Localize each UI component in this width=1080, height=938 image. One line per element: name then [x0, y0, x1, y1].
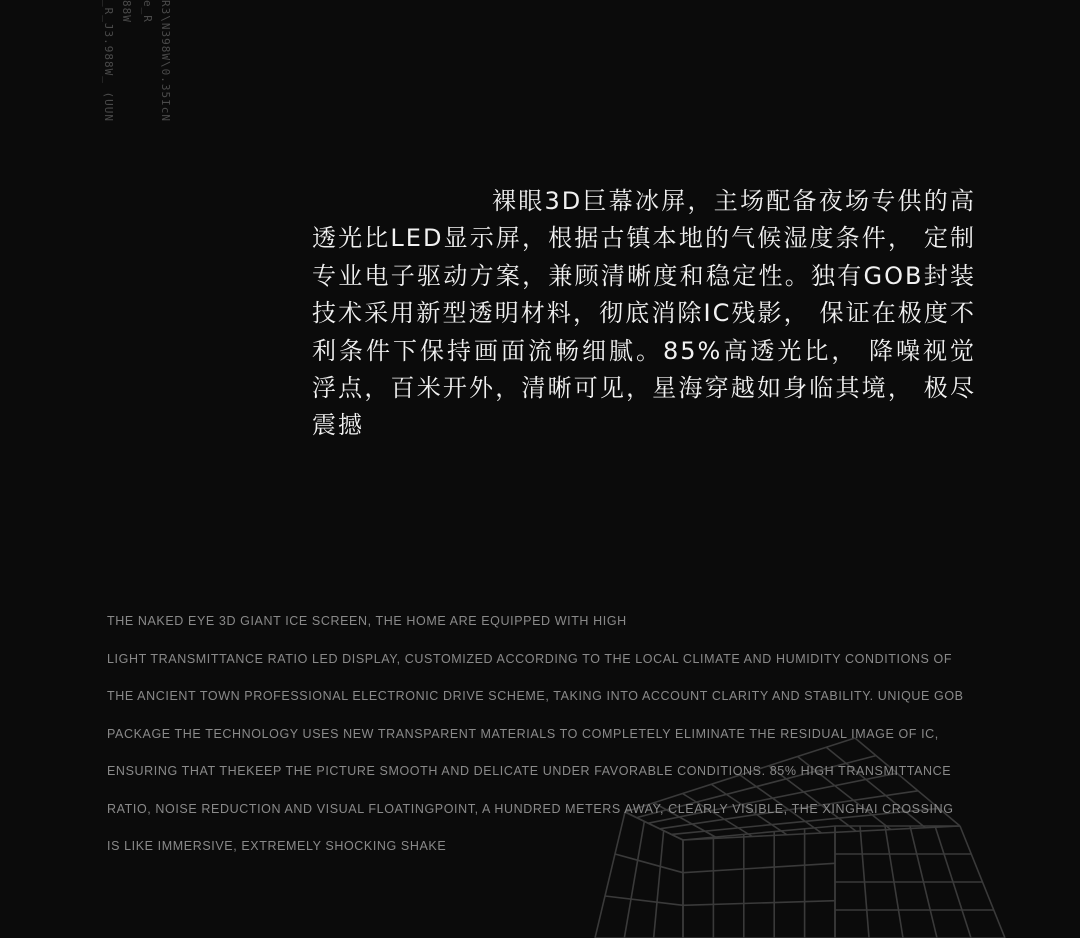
- english-line: PACKAGE THE TECHNOLOGY USES NEW TRANSPARENT MATERIALS TO COMPLETELY ELIMINATE THE RESIDUAL IMAGE OF IC,: [107, 726, 939, 741]
- english-line: THE ANCIENT TOWN PROFESSIONAL ELECTRONIC DRIVE SCHEME, TAKING INTO ACCOUNT CLARITY AND STABILITY. UNIQUE GOB: [107, 689, 964, 703]
- english-description: [107, 603, 1007, 866]
- english-line: LIGHT TRANSMITTANCE RATIO LED DISPLAY, CUSTOMIZED ACCORDING TO THE LOCAL CLIMATE AND HUMIDITY CONDITIONS OF: [107, 651, 953, 666]
- decorative-code-column: _R_J3.988W_ (UUN: [102, 0, 115, 122]
- chinese-description: 裸眼3D巨幕冰屏，主场配备夜场专供的高透光比LED显示屏，根据古镇本地的气候湿度条件， 定制专业电子驱动方案，兼顾清晰度和稳定性。独有GOB封装技术采用新型透明材料，彻底消除IC残影， 保证在极度不利条件下保持画面流畅细腻。85%高透光比， 降噪视觉浮点，百米开外，清晰可见，星海穿越如身临其境， 极尽震撼: [312, 187, 976, 440]
- decorative-code-column: R3\N398W\0.35IcN: [159, 0, 172, 122]
- english-line: RATIO, NOISE REDUCTION AND VISUAL FLOATINGPOINT, A HUNDRED METERS AWAY, CLEARLY VISIBLE, THE XINGHAI CROSSING: [107, 801, 954, 816]
- decorative-code-column: 88W: [120, 0, 133, 23]
- english-line: THE NAKED EYE 3D GIANT ICE SCREEN, THE HOME ARE EQUIPPED WITH HIGH: [107, 614, 627, 628]
- english-line: IS LIKE IMMERSIVE, EXTREMELY SHOCKING SHAKE: [107, 839, 447, 853]
- english-line: ENSURING THAT THEKEEP THE PICTURE SMOOTH AND DELICATE UNDER FAVORABLE CONDITIONS. 85% HIGH TRANSMITTANCE: [107, 764, 952, 778]
- decorative-code-column: e_R: [141, 0, 154, 23]
